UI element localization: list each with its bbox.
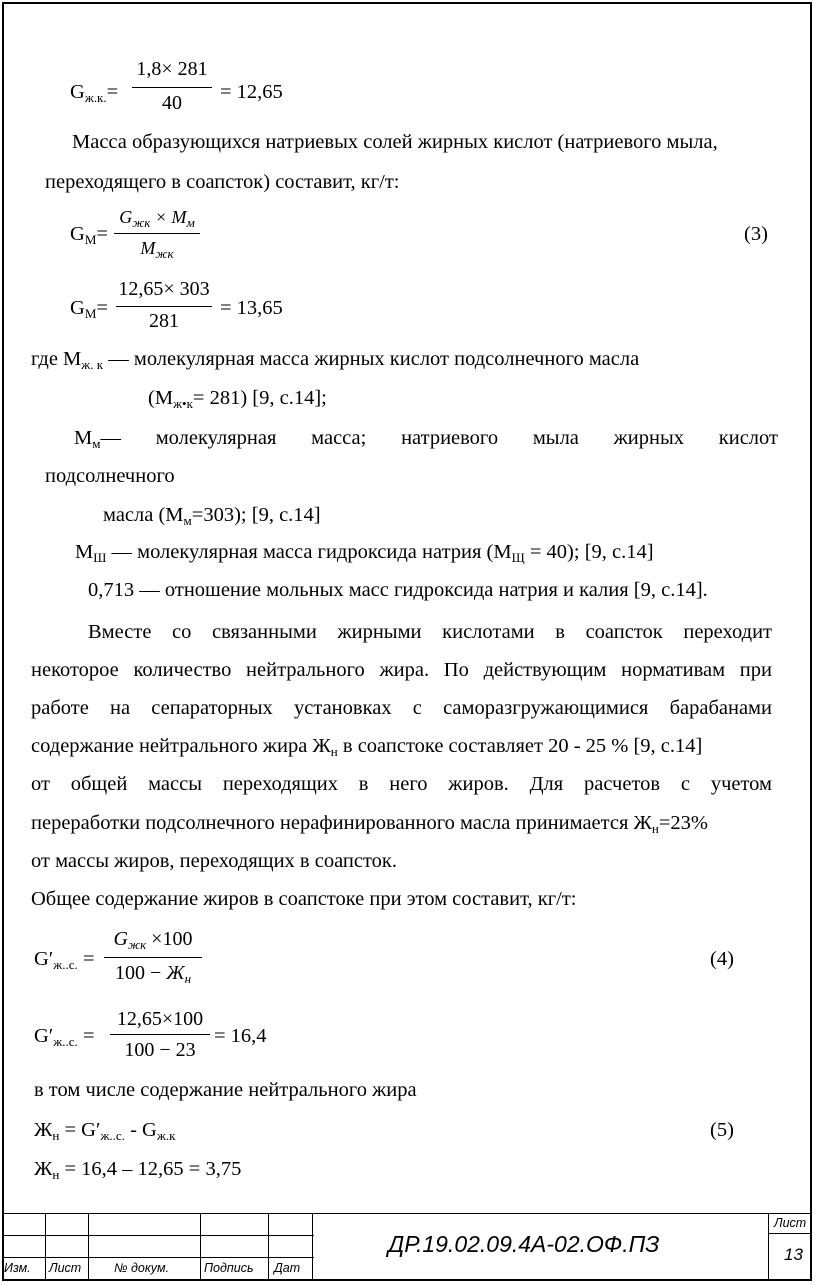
- paragraph-line: переработки подсолнечного нерафинированного масла принимается $Ж_н=23\%$: [31, 812, 708, 836]
- definition-line: $М_м—$ молекулярная масса; натриевого мыла жирных кислот: [74, 427, 778, 451]
- paragraph-line: Общее содержание жиров в соапстоке при этом составит, кг/т:: [31, 888, 577, 910]
- paragraph-line: от общей массы переходящих в него жиров. Для расчетов с учетом: [31, 773, 772, 795]
- paragraph-line: содержание нейтрального жира $Ж_н$ в соапстоке составляет 20 - 25 % [9, с.14]: [31, 735, 703, 759]
- stamp-col-sign: Подпись: [204, 1261, 254, 1275]
- paragraph-line: некоторое количество нейтрального жира. По действующим нормативам при: [31, 659, 772, 681]
- paragraph-line: переходящего в соапсток) составит, кг/т:: [45, 171, 400, 193]
- equation-number: (5): [710, 1119, 734, 1141]
- fraction: 12,65× 303 281: [116, 278, 212, 338]
- definition-line: где $М_{ж. к}$ — молекулярная масса жирных кислот подсолнечного масла: [31, 348, 640, 372]
- definition-line: $(М_{ж•к}= 281)$ [9, с.14];: [148, 387, 327, 411]
- paragraph-line: в том числе содержание нейтрального жира: [34, 1079, 417, 1101]
- title-block: [2, 1213, 812, 1281]
- sheet-number: 13: [784, 1245, 803, 1264]
- stamp-col-izm: Изм.: [4, 1261, 31, 1275]
- equation-line: $Ж_н = 16,4 - 12,65 = 3,75$: [34, 1158, 242, 1182]
- definition-line: $М_Ш$ — молекулярная масса гидроксида натрия $(М_Щ = 40)$; [9, с.14]: [75, 541, 654, 565]
- paragraph-line: Вместе со связанными жирными кислотами в соапсток переходит: [88, 621, 772, 643]
- stamp-col-doc: № докум.: [114, 1261, 170, 1275]
- stamp-col-date: Дат: [274, 1261, 301, 1275]
- equation-number: (3): [744, 223, 768, 245]
- definition-line: масла $(М_м=303)$; [9, с.14]: [103, 504, 321, 528]
- document-code: ДР.19.02.09.4А-02.ОФ.ПЗ: [388, 1231, 660, 1257]
- stamp-col-list: Лист: [49, 1261, 82, 1275]
- paragraph-line: от массы жиров, переходящих в соапсток.: [31, 850, 397, 872]
- fraction: $G_{жк} \times M_м$ $M_{жк}$: [114, 206, 200, 262]
- definition-line: 0,713 — отношение мольных масс гидроксида натрия и калия [9, с.14].: [88, 579, 708, 601]
- sheet-label: Лист: [774, 1216, 807, 1230]
- paragraph-line: работе на сепараторных установках с саморазгружающимися барабанами: [31, 697, 772, 719]
- definition-line: подсолнечного: [45, 465, 175, 487]
- paragraph-line: Масса образующихся натриевых солей жирных кислот (натриевого мыла,: [72, 131, 718, 153]
- equation-number: (4): [710, 948, 734, 970]
- fraction: 1,8× 281 40: [132, 58, 212, 118]
- fraction: 12,65×100 100 − 23: [110, 1008, 210, 1066]
- fraction: $G_{жк} \times 100$ $100 - Ж_н$: [104, 928, 202, 990]
- equation-line: $Ж_н = G'_{ж..с.} - G_{ж.к}$: [34, 1119, 176, 1143]
